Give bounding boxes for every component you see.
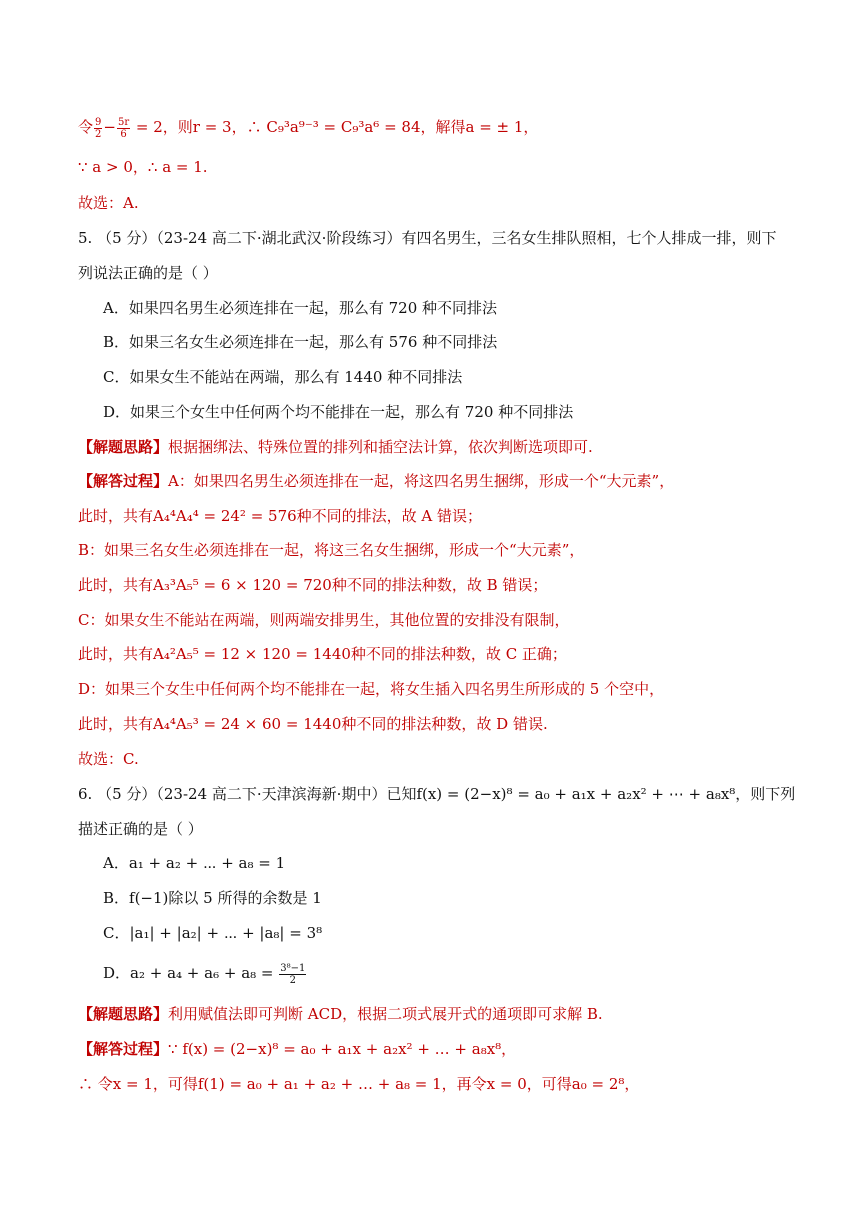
q5-option-d: D．如果三个女生中任何两个均不能排在一起，那么有 720 种不同排法 — [103, 403, 574, 421]
fraction-5r-6 — [117, 117, 130, 140]
idea-tag: 【解题思路】 — [78, 438, 169, 456]
q5-process-line-8: 此时，共有A₄⁴A₅³ = 24 × 60 = 1440种不同的排法种数，故 D 错误. — [78, 715, 548, 733]
fraction-9-2 — [94, 117, 102, 140]
q5-process-line-5: C：如果女生不能站在两端，则两端安排男生，其他位置的安排没有限制， — [78, 611, 570, 629]
frac-denominator: 2 — [95, 128, 102, 140]
process-text: ∵ f(x) = (2−x)⁸ = a₀ + a₁x + a₂x² + … + a₈x⁸， — [168, 1040, 517, 1058]
q6-option-d — [103, 962, 823, 986]
q5-process-line-7: D：如果三个女生中任何两个均不能排在一起，将女生插入四名男生所形成的 5 个空中， — [78, 680, 665, 698]
minus-sign: − — [103, 118, 116, 136]
q6-process-line-2: ∴ 令x = 1，可得f(1) = a₀ + a₁ + a₂ + … + a₈ = 1，再令x = 0，可得a₀ = 2⁸， — [78, 1075, 640, 1093]
idea-tag: 【解题思路】 — [78, 1005, 169, 1023]
frac-denominator: 2 — [289, 974, 297, 986]
q6-option-b: B．f(−1)除以 5 所得的余数是 1 — [103, 889, 322, 907]
q5-option-b: B．如果三名女生必须连排在一起，那么有 576 种不同排法 — [103, 333, 498, 351]
q5-process-line-4: 此时，共有A₃³A₅⁵ = 6 × 120 = 720种不同的排法种数，故 B 错误； — [78, 576, 548, 594]
process-tag: 【解答过程】 — [78, 472, 169, 490]
q6-option-c: C．|a₁| + |a₂| + ⋯ + |a₈| = 3⁸ — [103, 924, 323, 942]
q6-stem-line-1: 6. （5 分）（23-24 高二下·天津滨海新·期中）已知f(x) = (2−x)⁸ = a₀ + a₁x + a₂x² + ⋯ + a₈x⁸，则下列 — [78, 785, 796, 803]
prev-solution-line-2: ∵ a > 0，∴ a = 1. — [78, 158, 208, 176]
q5-answer: 故选：C. — [78, 750, 139, 768]
frac-numerator: 3⁸−1 — [280, 962, 306, 974]
q6-option-a: A．a₁ + a₂ + ⋯ + a₈ = 1 — [103, 854, 286, 872]
q5-option-a: A．如果四名男生必须连排在一起，那么有 720 种不同排法 — [103, 299, 498, 317]
prev-line1-prefix: 令 — [78, 118, 94, 136]
process-text: A：如果四名男生必须连排在一起，将这四名男生捆绑，形成一个“大元素”， — [168, 472, 675, 490]
process-tag: 【解答过程】 — [78, 1040, 169, 1058]
q6-stem-line-2: 描述正确的是（ ） — [78, 820, 203, 838]
q5-option-c: C．如果女生不能站在两端，那么有 1440 种不同排法 — [103, 368, 463, 386]
q5-idea — [78, 436, 798, 458]
q5-stem-line-1: 5. （5 分）（23-24 高二下·湖北武汉·阶段练习）有四名男生，三名女生排队照相，七个人排成一排，则下 — [78, 229, 777, 247]
q5-process-line-6: 此时，共有A₄²A₅⁵ = 12 × 120 = 1440种不同的排法种数，故 C 正确； — [78, 645, 567, 663]
prev-line1-rest: = 2，则r = 3，∴ C₉³a⁹⁻³ = C₉³a⁶ = 84，解得a = ± 1， — [131, 118, 539, 136]
prev-solution-line-1 — [78, 116, 798, 140]
q6-idea — [78, 1003, 798, 1025]
fraction-3pow8-minus-1-over-2 — [279, 963, 306, 986]
option-d-text: D．a₂ + a₄ + a₆ + a₈ = — [103, 964, 279, 982]
prev-answer: 故选：A. — [78, 194, 139, 212]
frac-denominator: 6 — [120, 128, 127, 140]
q5-process-line-3: B：如果三名女生必须连排在一起，将这三名女生捆绑，形成一个“大元素”， — [78, 541, 585, 559]
idea-text: 根据捆绑法、特殊位置的排列和插空法计算，依次判断选项即可. — [168, 438, 593, 456]
frac-numerator: 9 — [95, 116, 102, 128]
q5-process-line-2: 此时，共有A₄⁴A₄⁴ = 24² = 576种不同的排法，故 A 错误； — [78, 507, 483, 525]
frac-numerator: 5r — [117, 116, 130, 128]
q6-process-line-1 — [78, 1038, 798, 1060]
idea-text: 利用赋值法即可判断 ACD，根据二项式展开式的通项即可求解 B. — [168, 1005, 603, 1023]
q5-process-line-1 — [78, 470, 798, 492]
q5-stem-line-2: 列说法正确的是（ ） — [78, 264, 218, 282]
